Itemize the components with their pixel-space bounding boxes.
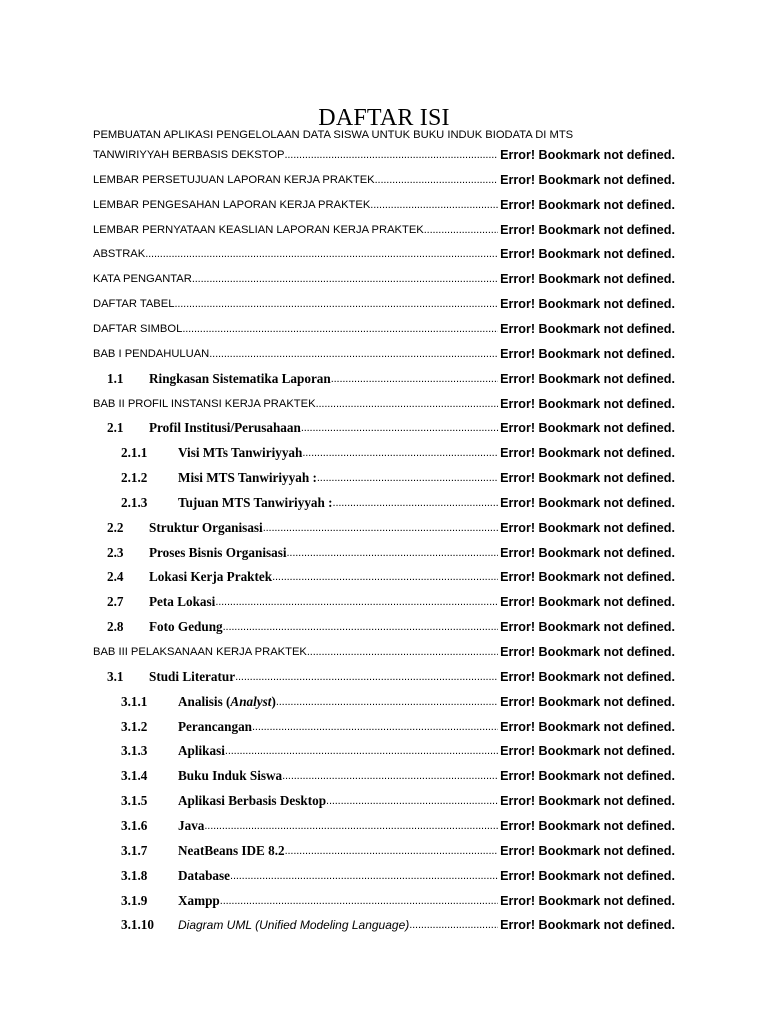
- toc-entry-label-text: Buku Induk Siswa: [178, 768, 283, 783]
- toc-entry-label: [149, 519, 263, 537]
- toc-entry-label-text: Lokasi Kerja Praktek: [149, 569, 273, 584]
- toc-entry-label-text: Struktur Organisasi: [149, 520, 263, 535]
- toc-entry-label: [93, 395, 316, 413]
- toc-entry-number: 3.1.10: [121, 917, 154, 932]
- toc-entry-page-reference: Error! Bookmark not defined.: [500, 297, 675, 311]
- toc-entry-label: [93, 221, 424, 239]
- toc-entry-page-reference: Error! Bookmark not defined.: [500, 322, 675, 336]
- dot-leader: [301, 419, 498, 437]
- toc-entry-label: [178, 867, 230, 885]
- dot-leader: [326, 792, 498, 810]
- toc-entry-label: [149, 618, 223, 636]
- toc-entry-label-text: Proses Bisnis Organisasi: [149, 545, 287, 560]
- dot-leader: [225, 742, 498, 760]
- toc-entry-label-text: TANWIRIYYAH BERBASIS DEKSTOP: [93, 149, 285, 161]
- toc-entry-label: [178, 693, 276, 711]
- toc-entry-label-text: LEMBAR PENGESAHAN LAPORAN KERJA PRAKTEK: [93, 199, 371, 211]
- dot-leader: [307, 643, 498, 661]
- dot-leader: [223, 618, 498, 636]
- toc-entry[interactable]: [121, 469, 675, 487]
- toc-entry[interactable]: [93, 295, 675, 313]
- toc-entry[interactable]: [93, 320, 675, 338]
- toc-entry-number: 2.3: [107, 545, 124, 560]
- toc-entry-page-reference: Error! Bookmark not defined.: [500, 397, 675, 411]
- toc-entry[interactable]: [93, 270, 675, 288]
- toc-entry-label: [178, 792, 326, 810]
- toc-entry-label-text: Foto Gedung: [149, 619, 223, 634]
- toc-entry-page-reference: Error! Bookmark not defined.: [500, 570, 675, 584]
- toc-entry-label: [93, 146, 284, 164]
- toc-entry[interactable]: [93, 643, 675, 661]
- dot-leader: [409, 916, 498, 934]
- toc-entry[interactable]: [107, 370, 675, 388]
- toc-entry-label-text: BAB I PENDAHULUAN: [93, 348, 210, 360]
- toc-entry-page-reference: Error! Bookmark not defined.: [500, 620, 675, 634]
- dot-leader: [302, 444, 498, 462]
- toc-entry-page-reference: Error! Bookmark not defined.: [500, 769, 675, 783]
- dot-leader: [263, 519, 498, 537]
- dot-leader: [204, 817, 498, 835]
- toc-entry-label-text: LEMBAR PERSETUJUAN LAPORAN KERJA PRAKTEK: [93, 174, 375, 186]
- toc-entry-page-reference: Error! Bookmark not defined.: [500, 173, 675, 187]
- toc-entry-number: 2.1: [107, 420, 124, 435]
- dot-leader: [285, 842, 498, 860]
- toc-entry[interactable]: [93, 146, 675, 164]
- toc-entry[interactable]: [93, 196, 675, 214]
- dot-leader: [230, 867, 498, 885]
- toc-entry-page-reference: Error! Bookmark not defined.: [500, 918, 675, 932]
- toc-entry-label-text: Analisis (: [178, 694, 231, 709]
- toc-entry-page-reference: Error! Bookmark not defined.: [500, 546, 675, 560]
- dot-leader: [272, 568, 498, 586]
- toc-entry-number: 1.1: [107, 371, 124, 386]
- toc-entry-label: [178, 916, 409, 934]
- toc-entry-label: [93, 345, 209, 363]
- toc-entry-label-text: Java: [178, 818, 205, 833]
- page-title: DAFTAR ISI: [318, 105, 450, 131]
- toc-entry-label: [93, 320, 182, 338]
- toc-entry-page-reference: Error! Bookmark not defined.: [500, 247, 675, 261]
- toc-entry-label: [93, 171, 375, 189]
- dot-leader: [317, 469, 498, 487]
- toc-entry[interactable]: [93, 171, 675, 189]
- toc-entry-page-reference: Error! Bookmark not defined.: [500, 496, 675, 510]
- toc-entry[interactable]: [121, 867, 675, 885]
- toc-entry-number: 3.1.1: [121, 694, 148, 709]
- toc-entry-label-text: Peta Lokasi: [149, 594, 216, 609]
- dot-leader: [145, 245, 498, 263]
- toc-entry-page-reference: Error! Bookmark not defined.: [500, 844, 675, 858]
- toc-entry[interactable]: [107, 668, 675, 686]
- toc-entry[interactable]: [93, 345, 675, 363]
- toc-entry-label-text: Perancangan: [178, 719, 252, 734]
- toc-entry-page-reference: Error! Bookmark not defined.: [500, 645, 675, 659]
- toc-entry-page-reference: Error! Bookmark not defined.: [500, 819, 675, 833]
- dot-leader: [174, 295, 498, 313]
- toc-entry-label-suffix: ): [271, 694, 276, 709]
- toc-entry-number: 2.1.1: [121, 445, 148, 460]
- toc-entry-title-line-1: PEMBUATAN APLIKASI PENGELOLAAN DATA SISWA UNTUK BUKU INDUK BIODATA DI MTS: [93, 129, 574, 141]
- toc-entry[interactable]: [121, 693, 675, 711]
- toc-entry-page-reference: Error! Bookmark not defined.: [500, 744, 675, 758]
- toc-entry-label-text: KATA PENGANTAR: [93, 273, 192, 285]
- toc-entry-page-reference: Error! Bookmark not defined.: [500, 446, 675, 460]
- toc-entry-label-text: Xampp: [178, 893, 220, 908]
- toc-entry[interactable]: [121, 792, 675, 810]
- toc-entry[interactable]: [107, 568, 675, 586]
- toc-entry-label: [178, 444, 302, 462]
- toc-entry-label: [149, 668, 235, 686]
- toc-entry-number: 2.1.2: [121, 470, 148, 485]
- toc-entry-page-reference: Error! Bookmark not defined.: [500, 223, 675, 237]
- toc-entry[interactable]: [121, 767, 675, 785]
- toc-entry-label-text: Aplikasi Berbasis Desktop: [178, 793, 327, 808]
- toc-entry-label: [93, 270, 192, 288]
- toc-entry[interactable]: [121, 444, 675, 462]
- toc-entry[interactable]: [107, 593, 675, 611]
- toc-entry-label-text: BAB II PROFIL INSTANSI KERJA PRAKTEK: [93, 398, 316, 410]
- toc-entry-label: [178, 817, 204, 835]
- toc-entry-label-text: Profil Institusi/Perusahaan: [149, 420, 301, 435]
- toc-entry[interactable]: [107, 419, 675, 437]
- toc-entry-label-text: Studi Literatur: [149, 669, 236, 684]
- toc-entry[interactable]: [107, 544, 675, 562]
- toc-entry[interactable]: [93, 221, 675, 239]
- dot-leader: [220, 892, 498, 910]
- toc-entry-label-text: LEMBAR PERNYATAAN KEASLIAN LAPORAN KERJA PRAKTEK: [93, 224, 424, 236]
- toc-entry-label: [93, 643, 307, 661]
- toc-entry-page-reference: Error! Bookmark not defined.: [500, 272, 675, 286]
- toc-entry[interactable]: [93, 245, 675, 263]
- toc-entry-page-reference: Error! Bookmark not defined.: [500, 695, 675, 709]
- toc-entry-number: 2.8: [107, 619, 124, 634]
- toc-entry-label: [93, 245, 145, 263]
- toc-entry[interactable]: [121, 494, 675, 512]
- toc-entry-number: 3.1.6: [121, 818, 148, 833]
- toc-entry-number: 3.1.3: [121, 743, 148, 758]
- toc-entry[interactable]: [121, 742, 675, 760]
- toc-entry-label: [178, 469, 317, 487]
- toc-entry[interactable]: [93, 395, 675, 413]
- toc-entry-label-text: BAB III PELAKSANAAN KERJA PRAKTEK: [93, 646, 307, 658]
- toc-entry-number: 2.7: [107, 594, 124, 609]
- toc-entry-label-text: Aplikasi: [178, 743, 225, 758]
- dot-leader: [192, 270, 498, 288]
- dot-leader: [284, 146, 498, 164]
- toc-entry-label: [149, 419, 301, 437]
- toc-entry-page-reference: Error! Bookmark not defined.: [500, 869, 675, 883]
- toc-entry-page-reference: Error! Bookmark not defined.: [500, 720, 675, 734]
- toc-entry-number: 3.1.2: [121, 719, 148, 734]
- toc-entry-number: 3.1.7: [121, 843, 148, 858]
- dot-leader: [287, 544, 499, 562]
- toc-entry-page-reference: Error! Bookmark not defined.: [500, 148, 675, 162]
- dot-leader: [282, 767, 498, 785]
- toc-entry-page-reference: Error! Bookmark not defined.: [500, 595, 675, 609]
- dot-leader: [370, 196, 498, 214]
- toc-entry-page-reference: Error! Bookmark not defined.: [500, 471, 675, 485]
- toc-entry-number: 2.2: [107, 520, 124, 535]
- dot-leader: [276, 693, 498, 711]
- toc-entry-page-reference: Error! Bookmark not defined.: [500, 670, 675, 684]
- toc-entry[interactable]: [107, 519, 675, 537]
- toc-entry-number: 3.1.4: [121, 768, 148, 783]
- toc-entry-label-text: Diagram UML (Unified Modeling Language): [178, 918, 410, 932]
- toc-entry-label: [149, 593, 215, 611]
- toc-entry-label: [178, 892, 220, 910]
- toc-entry-label-text: Database: [178, 868, 231, 883]
- dot-leader: [252, 718, 498, 736]
- toc-entry-label-text: Misi MTS Tanwiriyyah :: [178, 470, 317, 485]
- toc-entry-label: [178, 842, 285, 860]
- toc-entry-page-reference: Error! Bookmark not defined.: [500, 198, 675, 212]
- toc-entry-label: [178, 494, 333, 512]
- dot-leader: [182, 320, 498, 338]
- toc-entry-label-italic: Analyst: [230, 694, 272, 709]
- toc-entry[interactable]: [121, 892, 675, 910]
- toc-entry-label-text: DAFTAR SIMBOL: [93, 323, 183, 335]
- toc-entry-label-text: ABSTRAK: [93, 248, 146, 260]
- dot-leader: [424, 221, 498, 239]
- toc-entry-number: 3.1.9: [121, 893, 148, 908]
- toc-entry-label: [93, 295, 174, 313]
- toc-entry[interactable]: [121, 842, 675, 860]
- toc-entry-page-reference: Error! Bookmark not defined.: [500, 421, 675, 435]
- toc-entry-page-reference: Error! Bookmark not defined.: [500, 894, 675, 908]
- toc-entry-number: 2.1.3: [121, 495, 148, 510]
- toc-entry-page-reference: Error! Bookmark not defined.: [500, 372, 675, 386]
- toc-entry-number: 2.4: [107, 569, 124, 584]
- dot-leader: [333, 494, 499, 512]
- toc-entry-label: [149, 370, 331, 388]
- toc-entry-label: [178, 767, 282, 785]
- toc-entry-number: 3.1.8: [121, 868, 148, 883]
- toc-entry-label: [149, 544, 287, 562]
- toc-entry-label-text: Ringkasan Sistematika Laporan: [149, 371, 331, 386]
- toc-entry-number: 3.1: [107, 669, 124, 684]
- toc-entry-label: [178, 742, 225, 760]
- toc-entry-page-reference: Error! Bookmark not defined.: [500, 521, 675, 535]
- toc-entry[interactable]: [121, 817, 675, 835]
- toc-entry-label-text: Tujuan MTS Tanwiriyyah :: [178, 495, 333, 510]
- dot-leader: [209, 345, 498, 363]
- toc-entry-page-reference: Error! Bookmark not defined.: [500, 347, 675, 361]
- toc-entry-label-text: NeatBeans IDE 8.2: [178, 843, 285, 858]
- toc-entry[interactable]: [121, 718, 675, 736]
- toc-entry-label-text: Visi MTs Tanwiriyyah: [178, 445, 303, 460]
- toc-entry-label: [149, 568, 272, 586]
- toc-entry[interactable]: [107, 618, 675, 636]
- toc-entry-page-reference: Error! Bookmark not defined.: [500, 794, 675, 808]
- dot-leader: [215, 593, 498, 611]
- toc-entry-number: 3.1.5: [121, 793, 148, 808]
- toc-entry-label: [93, 196, 370, 214]
- dot-leader: [235, 668, 498, 686]
- toc-entry-label-text: DAFTAR TABEL: [93, 298, 175, 310]
- dot-leader: [331, 370, 498, 388]
- toc-entry-label: [178, 718, 252, 736]
- dot-leader: [375, 171, 498, 189]
- dot-leader: [316, 395, 498, 413]
- toc-entry[interactable]: [121, 916, 675, 934]
